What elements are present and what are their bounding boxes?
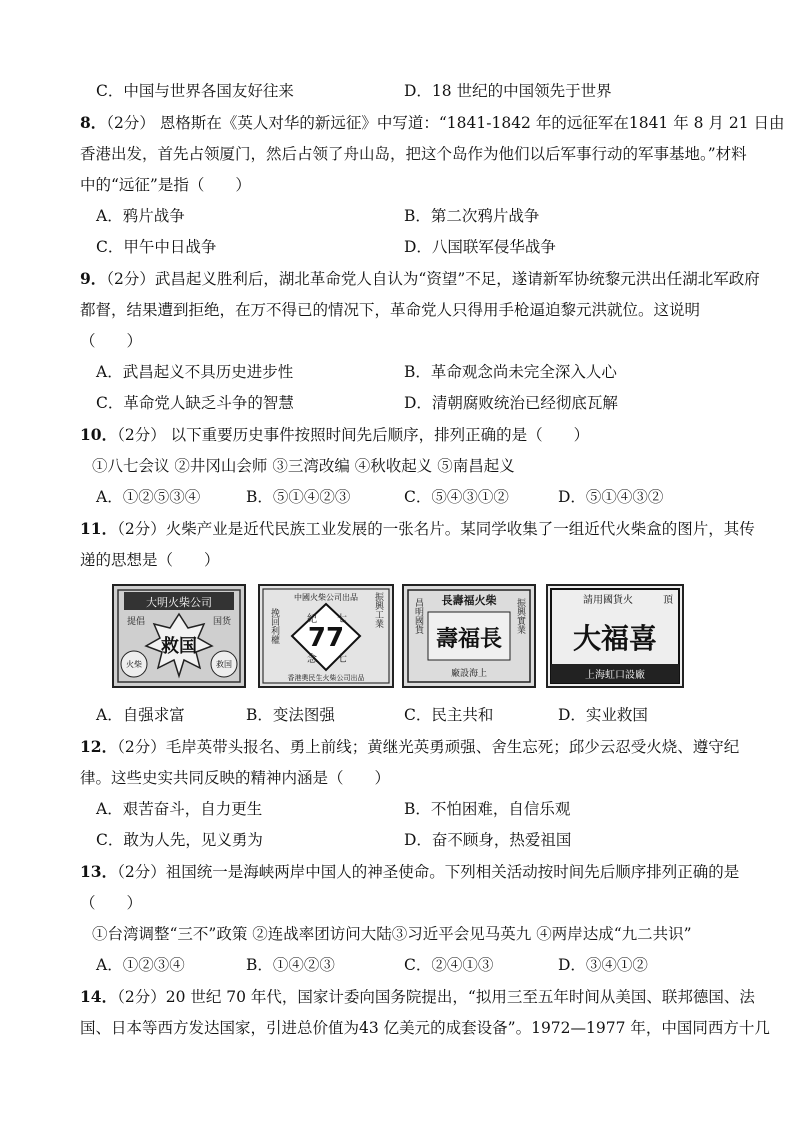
q9-text-1: 武昌起义胜利后，湖北革命党人自认为“资望”不足，遂请新军协统黎元洪出任湖北军政府: [154, 270, 760, 288]
q8-option-c[interactable]: C．甲午中日战争: [96, 238, 217, 256]
q14-number: 14．: [80, 987, 118, 1006]
matchbox-1-left-text: 提倡: [126, 617, 146, 627]
q13-text-1: 祖国统一是海峡两岸中国人的神圣使命。下列相关活动按时间先后顺序排列正确的是: [165, 863, 740, 881]
q9-option-a[interactable]: A．武昌起义不具历史进步性: [96, 363, 294, 381]
q10-option-b[interactable]: B．⑤①④②③: [246, 488, 351, 506]
matchbox-2-side-right-text: 振興工業: [373, 592, 383, 628]
q12-option-a[interactable]: A．艰苦奋斗，自力更生: [96, 800, 263, 818]
q9-text-3: （ ）: [80, 332, 143, 350]
q8-text-1: 恩格斯在《英人对华的新远征》中写道：“1841-1842 年的远征军在1841 年 8 月 21 日由: [159, 114, 785, 132]
matchbox-2-center-text: 77: [307, 623, 345, 653]
q11-text-2: 递的思想是（ ）: [80, 551, 220, 569]
q12-text-2: 律。这些史实共同反映的精神内涵是（ ）: [80, 769, 391, 787]
q14-text-1: 20 世纪 70 年代，国家计委向国务院提出，“拟用三至五年时间从美国、联邦德国、法: [165, 988, 755, 1006]
q9-option-b[interactable]: B．革命观念尚未完全深入人心: [404, 363, 617, 381]
matchbox-3-image: [402, 584, 536, 688]
q8-number: 8．: [80, 113, 107, 132]
q13-number: 13．: [80, 862, 118, 881]
q11-option-d[interactable]: D．实业救国: [558, 706, 648, 724]
matchbox-4-center-text: 大福喜: [572, 622, 658, 655]
q13-items: ①台湾调整“三不”政策 ②连战率团访问大陆③习近平会见马英九 ④两岸达成“九二共识”: [92, 925, 692, 943]
q10-text-1: 以下重要历史事件按照时间先后顺序，排列正确的是（ ）: [170, 426, 590, 444]
q7-option-d[interactable]: D．18 世纪的中国领先于世界: [404, 82, 612, 100]
q14-stem-line-1: [80, 986, 755, 1008]
q10-score: （2分）: [117, 426, 166, 444]
matchbox-1-bottom-left-text: 火柴: [126, 660, 142, 669]
matchbox-3-top-text: 長壽福火柴: [441, 594, 497, 607]
q8-text-2: 香港出发，首先占领厦门，然后占领了舟山岛，把这个岛作为他们以后军事行动的军事基地。”材料: [80, 145, 747, 163]
matchbox-2-image: [258, 584, 394, 688]
matchbox-2-left-char-2: 念: [307, 654, 317, 665]
q9-stem-line-1: [80, 268, 760, 290]
q9-score: （2分）: [106, 270, 155, 288]
q8-stem-line-1: [80, 112, 785, 134]
q12-option-d[interactable]: D．奋不顾身，热爱祖国: [404, 831, 572, 849]
q11-text-1: 火柴产业是近代民族工业发展的一张名片。某同学收集了一组近代火柴盒的图片，其传: [165, 520, 755, 538]
q11-option-c[interactable]: C．民主共和: [404, 706, 494, 724]
q13-option-a[interactable]: A．①②③④: [96, 956, 185, 974]
matchbox-3-graphic: [404, 586, 534, 686]
q9-option-c[interactable]: C．革命党人缺乏斗争的智慧: [96, 394, 294, 412]
q11-option-a[interactable]: A．自强求富: [96, 706, 185, 724]
matchbox-3-left-text: 昌明國貨: [413, 598, 423, 634]
matchbox-2-bottom-text: 香港奧民生火柴公司出品: [287, 674, 365, 682]
q14-text-2: 国、日本等西方发达国家，引进总价值为43 亿美元的成套设备”。1972—1977 年，中国同西方十几: [80, 1019, 770, 1037]
q12-text-1: 毛岸英带头报名、勇上前线；黄继光英勇顽强、舍生忘死；邱少云忍受火烧、遵守纪: [165, 738, 740, 756]
q8-score: （2分）: [106, 114, 155, 132]
q13-stem-line-1: [80, 861, 740, 883]
q9-text-2: 都督，结果遭到拒绝，在万不得已的情况下，革命党人只得用手枪逼迫黎元洪就位。这说明: [80, 301, 701, 319]
matchbox-4-image: [546, 584, 684, 688]
q8-option-b[interactable]: B．第二次鸦片战争: [404, 207, 540, 225]
matchbox-1-graphic: [114, 586, 244, 686]
matchbox-4-top-text: 請用國貨火: [583, 595, 633, 606]
matchbox-3-bottom-text: 廠設海上: [450, 669, 488, 679]
matchbox-2-left-char-1: 紀: [307, 614, 317, 625]
matchbox-images: [112, 584, 682, 688]
q12-option-b[interactable]: B．不怕困难，自信乐观: [404, 800, 571, 818]
q10-items: ①八七会议 ②井冈山会师 ③三湾改编 ④秋收起义 ⑤南昌起义: [92, 457, 515, 475]
matchbox-4-corner-text: 頂: [663, 595, 673, 606]
matchbox-2-top-text: 中國火柴公司出品: [294, 593, 358, 602]
matchbox-4-bottom-text: 上海虹口設廠: [585, 670, 645, 681]
q12-option-c[interactable]: C．敢为人先，见义勇为: [96, 831, 263, 849]
q10-option-a[interactable]: A．①②⑤③④: [96, 488, 201, 506]
q9-option-d[interactable]: D．清朝腐败统治已经彻底瓦解: [404, 394, 618, 412]
q11-option-b[interactable]: B．变法图强: [246, 706, 335, 724]
q11-number: 11．: [80, 519, 118, 538]
matchbox-2-right-char-2: 七: [337, 654, 347, 665]
q13-option-c[interactable]: C．②④①③: [404, 956, 494, 974]
q13-option-d[interactable]: D．③④①②: [558, 956, 648, 974]
matchbox-2-side-left-text: 挽回利權: [269, 608, 279, 644]
q13-text-2: （ ）: [80, 894, 143, 912]
q11-stem-line-1: [80, 518, 755, 540]
q10-stem: [80, 424, 710, 446]
matchbox-1-bottom-right-text: 救国: [216, 660, 232, 669]
q14-score: （2分）: [117, 988, 166, 1006]
q11-score: （2分）: [117, 520, 166, 538]
matchbox-1-image: [112, 584, 246, 688]
matchbox-3-center-text: 壽福長: [435, 626, 503, 652]
matchbox-1-center-text: 救国: [161, 636, 197, 657]
matchbox-4-graphic: [548, 586, 682, 686]
q13-option-b[interactable]: B．①④②③: [246, 956, 335, 974]
q8-option-d[interactable]: D．八国联军侵华战争: [404, 238, 556, 256]
matchbox-2-right-char-1: 七: [337, 614, 347, 625]
q8-option-a[interactable]: A．鸦片战争: [96, 207, 185, 225]
q12-stem-line-1: [80, 736, 740, 758]
q12-number: 12．: [80, 737, 118, 756]
matchbox-3-right-text: 振興實業: [515, 598, 525, 634]
q13-score: （2分）: [117, 863, 166, 881]
q9-number: 9．: [80, 269, 107, 288]
matchbox-2-graphic: [260, 586, 392, 686]
matchbox-1-right-text: 国货: [212, 617, 232, 627]
q10-option-c[interactable]: C．⑤④③①②: [404, 488, 509, 506]
matchbox-1-top-text: 大明火柴公司: [146, 596, 212, 609]
q7-option-c[interactable]: C．中国与世界各国友好往来: [96, 82, 294, 100]
q12-score: （2分）: [117, 738, 166, 756]
q10-number: 10．: [80, 425, 118, 444]
q10-option-d[interactable]: D．⑤①④③②: [558, 488, 664, 506]
q8-text-3: 中的“远征”是指（ ）: [80, 176, 251, 194]
